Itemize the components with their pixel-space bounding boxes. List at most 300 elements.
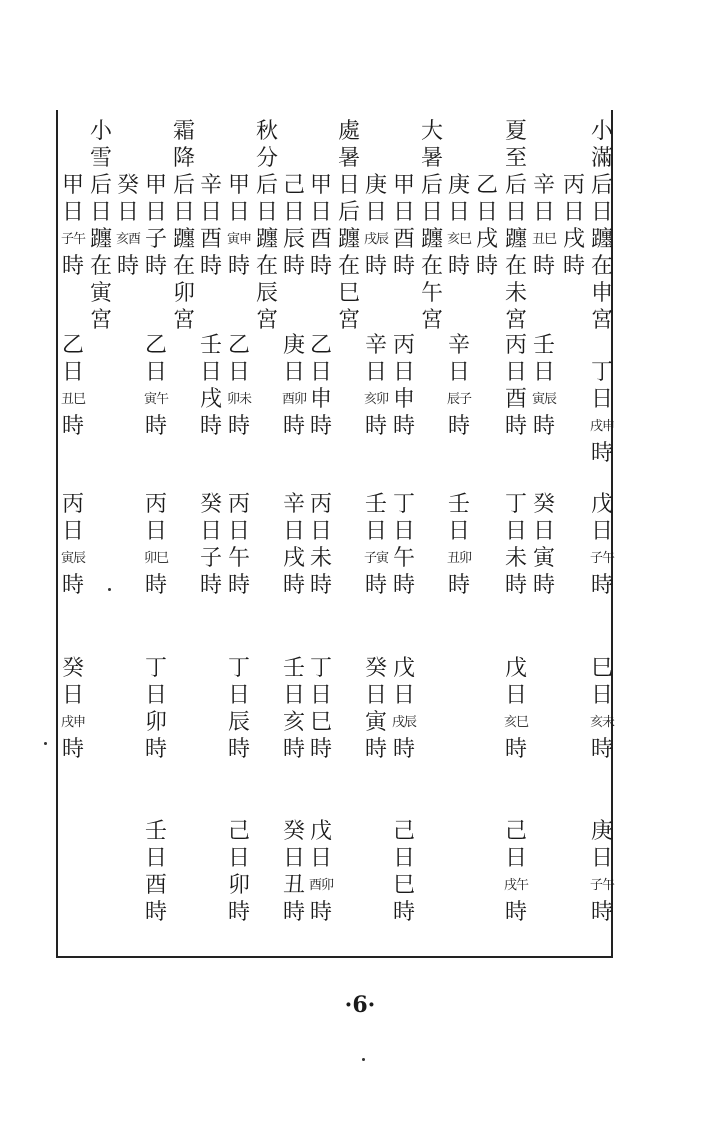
glyph: 巳 (392, 873, 415, 898)
glyph: 秋 (255, 119, 278, 144)
glyph: 小 (590, 119, 613, 144)
glyph: 后 (255, 173, 278, 198)
glyph: 日 (590, 683, 613, 708)
glyph: 日 (199, 360, 222, 385)
glyph: 日 (116, 200, 139, 225)
column-cell (504, 332, 528, 440)
column-cell (364, 491, 388, 599)
column-cell (504, 655, 528, 763)
glyph: 丙 (562, 173, 585, 198)
glyph: 己 (392, 819, 415, 844)
glyph: 日 (590, 387, 613, 412)
glyph: 日 (282, 683, 305, 708)
glyph: 壬 (144, 819, 167, 844)
glyph: 時 (447, 254, 470, 279)
column-cell (475, 172, 499, 280)
glyph: 日 (504, 360, 527, 385)
column-cell (447, 332, 471, 440)
glyph: 巳 (590, 656, 613, 681)
column-cell (144, 818, 168, 926)
column-cell (227, 172, 251, 280)
glyph: 在 (504, 254, 527, 279)
glyph: 日 (337, 173, 360, 198)
glyph: 時 (144, 737, 167, 762)
glyph: 己 (227, 819, 250, 844)
glyph: 日 (227, 846, 250, 871)
column-cell (420, 118, 444, 334)
glyph: 日 (144, 846, 167, 871)
glyph: 時 (144, 573, 167, 598)
column-cell (309, 655, 333, 763)
glyph: 癸 (364, 656, 387, 681)
glyph: 乙 (227, 333, 250, 358)
glyph: 時 (282, 900, 305, 925)
column-cell (392, 172, 416, 280)
glyph: 戌午 (504, 878, 529, 893)
glyph: 日 (392, 519, 415, 544)
glyph: 躔 (420, 227, 443, 252)
glyph: 甲 (61, 173, 84, 198)
glyph: 時 (309, 737, 332, 762)
glyph: 寅辰 (532, 392, 557, 407)
glyph: 日 (364, 360, 387, 385)
glyph: 癸 (199, 492, 222, 517)
glyph: 宮 (89, 308, 112, 333)
glyph: 戊 (309, 819, 332, 844)
glyph: 小 (89, 119, 112, 144)
glyph: 日 (590, 846, 613, 871)
glyph: 庚 (364, 173, 387, 198)
column-cell (532, 491, 556, 599)
glyph: 丙 (144, 492, 167, 517)
glyph: 時 (504, 573, 527, 598)
glyph: 日 (309, 360, 332, 385)
glyph: 酉卯 (282, 392, 307, 407)
glyph: 日 (420, 200, 443, 225)
glyph: 酉 (144, 873, 167, 898)
glyph: 時 (364, 254, 387, 279)
glyph: 子寅 (364, 551, 389, 566)
glyph: 巳 (337, 281, 360, 306)
glyph: 時 (282, 254, 305, 279)
glyph: 時 (392, 254, 415, 279)
glyph: 處 (337, 119, 360, 144)
glyph: 癸 (61, 656, 84, 681)
glyph: 庚 (590, 819, 613, 844)
glyph: 躔 (255, 227, 278, 252)
glyph: 日 (309, 683, 332, 708)
glyph: 戌申 (590, 419, 615, 434)
glyph: 后 (337, 200, 360, 225)
glyph: 己 (504, 819, 527, 844)
glyph: 卯 (227, 873, 250, 898)
glyph: 日 (392, 360, 415, 385)
glyph: 壬 (532, 333, 555, 358)
glyph: 時 (282, 414, 305, 439)
glyph: 亥未 (590, 715, 615, 730)
glyph: 寅 (364, 710, 387, 735)
glyph: 時 (590, 737, 613, 762)
glyph: 躔 (504, 227, 527, 252)
glyph: 躔 (89, 227, 112, 252)
glyph: 辛 (199, 173, 222, 198)
glyph: 在 (590, 254, 613, 279)
glyph: 時 (61, 414, 84, 439)
column-cell (504, 118, 528, 334)
column-cell (590, 655, 614, 763)
column-cell (282, 818, 306, 926)
glyph: 日 (309, 200, 332, 225)
glyph: 寅 (89, 281, 112, 306)
glyph: 時 (504, 737, 527, 762)
glyph: 宮 (590, 308, 613, 333)
glyph: 在 (420, 254, 443, 279)
glyph: 時 (199, 573, 222, 598)
glyph: 日 (227, 683, 250, 708)
glyph: 時 (199, 414, 222, 439)
column-cell (309, 818, 333, 926)
glyph: 日 (532, 519, 555, 544)
glyph: 申 (392, 387, 415, 412)
glyph: 甲 (309, 173, 332, 198)
glyph: 在 (337, 254, 360, 279)
glyph: 后 (420, 173, 443, 198)
glyph: 卯 (172, 281, 195, 306)
glyph: 丁 (144, 656, 167, 681)
glyph: 壬 (447, 492, 470, 517)
glyph: 卯未 (227, 392, 252, 407)
column-cell (199, 172, 223, 280)
glyph: 辛 (447, 333, 470, 358)
column-cell (590, 818, 614, 926)
glyph: 大 (420, 119, 443, 144)
glyph: 時 (144, 414, 167, 439)
glyph: 日 (309, 846, 332, 871)
glyph: 時 (227, 254, 250, 279)
column-cell (309, 491, 333, 599)
glyph: 未 (504, 546, 527, 571)
column-cell (392, 332, 416, 440)
column-cell (116, 172, 140, 280)
column-cell (227, 818, 251, 926)
glyph: 后 (89, 173, 112, 198)
glyph: 戊 (392, 656, 415, 681)
glyph: 日 (144, 360, 167, 385)
glyph: 申 (309, 387, 332, 412)
glyph: 躔 (590, 227, 613, 252)
glyph: 丑卯 (447, 551, 472, 566)
glyph: 癸 (116, 173, 139, 198)
glyph: 日 (282, 519, 305, 544)
page-number: ·6· (344, 992, 376, 1018)
glyph: 時 (309, 254, 332, 279)
glyph: 庚 (447, 173, 470, 198)
glyph: 時 (447, 573, 470, 598)
glyph: 子 (199, 546, 222, 571)
glyph: 日 (504, 683, 527, 708)
glyph: 分 (255, 146, 278, 171)
glyph: 卯 (144, 710, 167, 735)
glyph: 雪 (89, 146, 112, 171)
column-cell (282, 655, 306, 763)
glyph: 日 (144, 519, 167, 544)
column-cell (364, 172, 388, 280)
glyph: 戌 (199, 387, 222, 412)
glyph: 時 (590, 573, 613, 598)
glyph: 日 (227, 360, 250, 385)
glyph: 巳 (309, 710, 332, 735)
glyph: 宮 (172, 308, 195, 333)
column-cell (172, 118, 196, 334)
glyph: 時 (61, 573, 84, 598)
glyph: 亥巳 (447, 232, 472, 247)
glyph: 日 (364, 519, 387, 544)
glyph: 日 (61, 360, 84, 385)
glyph: 酉卯 (309, 878, 334, 893)
glyph: 丁 (309, 656, 332, 681)
glyph: 日 (144, 683, 167, 708)
glyph: 辛 (532, 173, 555, 198)
glyph: 時 (392, 737, 415, 762)
column-cell (364, 655, 388, 763)
glyph: 時 (504, 900, 527, 925)
column-cell (227, 332, 251, 440)
glyph: 戌辰 (392, 715, 417, 730)
column-cell (590, 491, 614, 599)
glyph: 辰 (255, 281, 278, 306)
glyph: 甲 (227, 173, 250, 198)
column-cell (89, 118, 113, 334)
glyph: 午 (392, 546, 415, 571)
column-cell (392, 818, 416, 926)
glyph: 乙 (475, 173, 498, 198)
glyph: 時 (227, 414, 250, 439)
column-cell (282, 172, 306, 280)
glyph: 丙 (61, 492, 84, 517)
glyph: 時 (227, 573, 250, 598)
glyph: 戌申 (61, 715, 86, 730)
glyph: 辛 (282, 492, 305, 517)
glyph: 未 (504, 281, 527, 306)
glyph: 日 (144, 200, 167, 225)
glyph: 丑 (282, 873, 305, 898)
glyph: 己 (282, 173, 305, 198)
glyph: 日 (532, 360, 555, 385)
column-cell (337, 118, 361, 334)
glyph: 時 (504, 414, 527, 439)
glyph: 日 (309, 519, 332, 544)
glyph: 在 (172, 254, 195, 279)
glyph: 丁 (504, 492, 527, 517)
glyph: 乙 (61, 333, 84, 358)
glyph: 酉 (504, 387, 527, 412)
glyph: 時 (532, 254, 555, 279)
glyph: 宮 (255, 308, 278, 333)
column-cell (392, 655, 416, 763)
column-cell (447, 172, 471, 280)
glyph: 酉 (199, 227, 222, 252)
glyph: 時 (309, 414, 332, 439)
glyph: 時 (392, 900, 415, 925)
glyph: 時 (364, 414, 387, 439)
glyph: 日 (590, 200, 613, 225)
glyph: 戌 (282, 546, 305, 571)
glyph: 丁 (227, 656, 250, 681)
glyph: 時 (144, 254, 167, 279)
glyph: 至 (504, 146, 527, 171)
column-cell (61, 172, 85, 280)
glyph: 乙 (309, 333, 332, 358)
glyph: 寅 (532, 546, 555, 571)
glyph: 時 (475, 254, 498, 279)
glyph: 日 (392, 200, 415, 225)
glyph: 滿 (590, 146, 613, 171)
glyph: 辰子 (447, 392, 472, 407)
glyph: 戌辰 (364, 232, 389, 247)
glyph: 日 (364, 200, 387, 225)
glyph: 霜 (172, 119, 195, 144)
glyph: 午 (227, 546, 250, 571)
glyph: 庚 (282, 333, 305, 358)
column-cell (364, 332, 388, 440)
glyph: 日 (282, 846, 305, 871)
glyph: 日 (562, 200, 585, 225)
glyph: 戊 (504, 656, 527, 681)
glyph: 躔 (337, 227, 360, 252)
glyph: 在 (255, 254, 278, 279)
column-cell (562, 172, 586, 280)
glyph: 日 (447, 519, 470, 544)
glyph: 亥酉 (116, 232, 141, 247)
glyph: 時 (116, 254, 139, 279)
column-cell (255, 118, 279, 334)
glyph: 時 (532, 414, 555, 439)
glyph: 宮 (420, 308, 443, 333)
glyph: 戌 (475, 227, 498, 252)
glyph: 丙 (227, 492, 250, 517)
glyph: 時 (392, 573, 415, 598)
glyph: 丑巳 (61, 392, 86, 407)
glyph: 時 (282, 737, 305, 762)
glyph: 亥 (282, 710, 305, 735)
column-cell (532, 172, 556, 280)
glyph: 暑 (420, 146, 443, 171)
glyph: 宮 (337, 308, 360, 333)
column-cell (309, 332, 333, 440)
column-cell (144, 332, 168, 440)
column-cell (227, 491, 251, 599)
glyph: 后 (504, 173, 527, 198)
glyph: 日 (227, 200, 250, 225)
speck (362, 1058, 365, 1061)
glyph: 日 (475, 200, 498, 225)
glyph: 丙 (309, 492, 332, 517)
glyph: 暑 (337, 146, 360, 171)
glyph: 日 (282, 360, 305, 385)
glyph: 時 (590, 441, 613, 466)
glyph: 戊 (590, 492, 613, 517)
glyph: 時 (282, 573, 305, 598)
column-cell (532, 332, 556, 440)
column-cell (590, 118, 614, 334)
glyph: 亥巳 (504, 715, 529, 730)
column-cell (227, 655, 251, 763)
column-cell (144, 172, 168, 280)
glyph: 時 (61, 254, 84, 279)
glyph: 癸 (532, 492, 555, 517)
glyph: 時 (562, 254, 585, 279)
glyph: 午 (420, 281, 443, 306)
glyph: 時 (590, 900, 613, 925)
column-cell (199, 332, 223, 440)
glyph: 日 (504, 200, 527, 225)
glyph: 子午 (590, 878, 615, 893)
glyph: 壬 (364, 492, 387, 517)
speck (44, 742, 47, 745)
glyph: 日 (590, 519, 613, 544)
column-cell (144, 655, 168, 763)
column-cell (144, 491, 168, 599)
glyph: 寅申 (227, 232, 252, 247)
column-cell (504, 491, 528, 599)
glyph: 日 (172, 200, 195, 225)
glyph: 日 (532, 200, 555, 225)
glyph: 寅午 (144, 392, 169, 407)
glyph: 在 (89, 254, 112, 279)
glyph: 日 (504, 519, 527, 544)
glyph: 夏 (504, 119, 527, 144)
glyph: 酉 (309, 227, 332, 252)
column-cell (199, 491, 223, 599)
glyph: 日 (61, 683, 84, 708)
glyph: 子午 (590, 551, 615, 566)
glyph: 辛 (364, 333, 387, 358)
column-cell (61, 655, 85, 763)
glyph: 申 (590, 281, 613, 306)
glyph: 丙 (392, 333, 415, 358)
glyph: 丙 (504, 333, 527, 358)
glyph: 甲 (144, 173, 167, 198)
glyph: 時 (364, 573, 387, 598)
glyph: 日 (282, 200, 305, 225)
glyph: 時 (61, 737, 84, 762)
glyph: 丑巳 (532, 232, 557, 247)
glyph: 子 (144, 227, 167, 252)
column-cell (590, 359, 614, 467)
glyph: 時 (227, 900, 250, 925)
glyph: 時 (532, 573, 555, 598)
glyph: 日 (61, 519, 84, 544)
glyph: 日 (89, 200, 112, 225)
glyph: 癸 (282, 819, 305, 844)
glyph: 時 (392, 414, 415, 439)
glyph: 時 (364, 737, 387, 762)
glyph: 后 (172, 173, 195, 198)
glyph: 日 (199, 200, 222, 225)
glyph: 辰 (282, 227, 305, 252)
column-cell (447, 491, 471, 599)
glyph: 丁 (590, 360, 613, 385)
glyph: 降 (172, 146, 195, 171)
column-cell (282, 332, 306, 440)
glyph: 日 (447, 200, 470, 225)
glyph: 甲 (392, 173, 415, 198)
glyph: 壬 (199, 333, 222, 358)
glyph: 日 (392, 846, 415, 871)
glyph: 日 (255, 200, 278, 225)
glyph: 日 (392, 683, 415, 708)
glyph: 辰 (227, 710, 250, 735)
